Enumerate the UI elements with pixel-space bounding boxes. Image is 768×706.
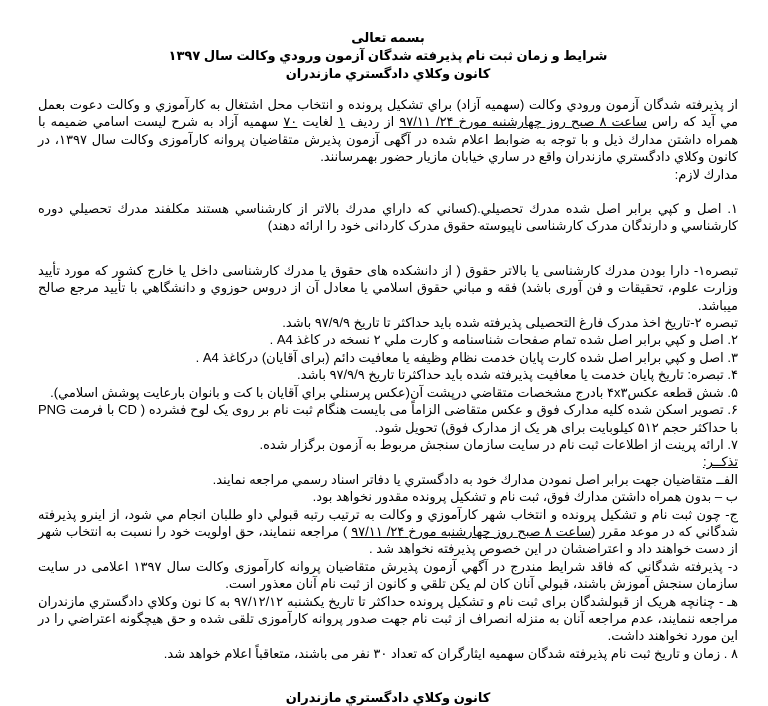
intro-row-to: ۷۰ [283, 114, 298, 130]
doc-item-3: ۳. اصل و كپي برابر اصل شده كارت پايان خدمت نظام وظيفه يا معافيت دائم (برای آقايان) دركاغذ A4 . [195, 349, 738, 365]
note-he: هـ - چنانچه هريک از قبولشدگان برای ثبت نام و تشكيل پرونده حداكثر تا تاريخ يكشنبه ۹۷/۱۲/۱۲ به كا نون وكلاي دادگستري مازندران مراجعه ننمايند، عدم مراجعه آنان به منزله انصراف از ثبت نام جهت صدور پروانه كارآموزی تلقی شده و حق هيچگونه اعتراضي را در اين مورد نخواهند داشت. [38, 593, 738, 644]
intro-text-2: از رديف [345, 114, 400, 130]
note-2: تبصره ۲-تاريخ اخذ مدرک فارغ التحصيلی پذيرفته شده بايد حداكثر تا تاريخ ۹۷/۹/۹ باشد. [282, 315, 738, 331]
doc-item-8: ۸ . زمان و تاريخ ثبت نام پذيرفته شدگان سهميه ايثارگران كه تعداد ۳۰ نفر می باشند، متعاقباً اعلام خواهد شد. [163, 645, 738, 661]
doc-item-6: ۶. تصوير اسكن شده كليه مدارک فوق و عکس متقاضی الزاماً می بايست هنگام ثبت نام بر روی يک لوح فشرده ( CD با فرمت PNG با حداكثر حجم ۵۱۲ كيلوبايت برای هر يک از مدارک فوق) تحويل شود. [38, 402, 738, 435]
intro-paragraph [38, 96, 738, 166]
doc-item-5: ۵. شش قطعه عكس۴x۳ بادرج مشخصات متقاضي درپشت آن(عكس پرسنلي براي آقايان با كت و بانوان بارعايت پوشش اسلامي). [50, 384, 738, 400]
doc-invocation: بسمه تعالی [351, 30, 425, 45]
intro-row-from: ۱ [338, 114, 346, 130]
doc-item-4: ۴. تبصره: تاريخ پايان خدمت يا معافيت پذيرفته شده بايد حداكثرتا تاريخ ۹۷/۹/۹ باشد. [297, 367, 738, 383]
note-dal: د- پذيرفته شدگاني كه فاقد شرايط مندرج در آگهي آزمون پذيرش متقاضيان پروانه كارآموزی وكالت سال ۱۳۹۷ اعلامی در سايت سازمان سنجش آموزش باشند، قبولي آنان كان لم يكن تلقي و كانون از ثبت نام آنان معذور است. [38, 558, 738, 592]
doc-title: شرايط و زمان ثبت نام پذيرفته شدگان آزمون ورودي وكالت سال ۱۳۹۷ [168, 48, 608, 63]
note-jim-text-2: ) مراجعه ننمايند، حق اولويت خود را نسبت به انتخاب شهر از دست خواهند داد و اعتراضشان در اين خصوص پذيرفته نخواهد شد . [38, 523, 738, 557]
doc-organization: كانون وكلاي دادگستري مازندران [285, 66, 491, 81]
notes-heading: تذكــر: [702, 454, 738, 470]
note-jim [38, 506, 738, 558]
note-alef: الفــ متقاضيان جهت برابر اصل نمودن مدارك خود به دادگستري يا دفاتر اسناد رسمي مراجعه نمايند. [212, 471, 738, 487]
intro-datetime: ساعت ۸ صبح روز چهارشنبه مورخ ۲۴/ ۹۷/۱۱ [399, 114, 647, 130]
doc-item-1: ۱. اصل و كپي برابر اصل شده مدرك تحصيلي.(كساني كه داراي مدرك بالاتر از كارشناسي هستند مكلفند مدرك تحصيلي دوره كارشناسي و دارندگان مدرک کارشناسی ناپیوسته حقوق مدرک کاردانی خود را ارائه دهند) [38, 201, 738, 234]
doc-item-7: ۷. ارائه پرينت از اطلاعات ثبت نام در سايت سازمان سنجش مربوط به آزمون برگزار شده. [259, 436, 738, 452]
required-docs-label: مدارك لازم: [674, 166, 738, 182]
note-be: ب – بدون همراه داشتن مدارك فوق، ثبت نام و تشكيل پرونده مقدور نخواهد بود. [312, 489, 738, 505]
intro-text-4: سهميه آزاد به شرح ليست اسامي ضميمه با همراه داشتن مدارك ذيل و با توجه به ضوابط اعلام شده در آگهی آزمون پذيرش متقاضيان پروانه كارآموزی وكالت سال ۱۳۹۷، در كانون وكلاي دادگستري مازندران واقع در ساري خيابان مازيار حضور بهمرسانند. [38, 114, 739, 165]
note-jim-text-1: ج- چون ثبت نام و تشكيل پرونده و انتخاب شهر كارآموزي و وكالت به ترتيب رتبه قبولي داو طلبان انجام مي شود، از اينرو پذيرفته شدگاني كه در موعد مقرر ( [38, 506, 738, 539]
note-jim-datetime: ساعت ۸ صبح روز چهارشنبه مورخ ۲۴/ ۹۷/۱۱ [351, 523, 592, 539]
intro-text-1: از پذيرفته شدگان آزمون ورودي وكالت (سهميه آزاد) براي تشكيل پرونده و انتخاب محل اشتغال به كارآموزي و وكالت دعوت بعمل مي آيد كه راس [38, 97, 738, 130]
note-1: تبصره۱- دارا بودن مدرك كارشناسی يا بالاتر حقوق ( از دانشکده های حقوق يا مدرك كارشناسی داخل يا خارج كشور كه مورد تأييد وزارت علوم، تحقيقات و فن آوری باشد) فقه و مباني حقوق اسلامي يا معادل آن از دروس حوزوي و دانشگاهي با تأييد مرجع صالح ميباشد. [38, 262, 738, 313]
doc-item-2: ۲. اصل و كپي برابر اصل شده تمام صفحات شناسنامه و كارت ملي ۲ نسخه در كاغذ A4 . [269, 332, 738, 348]
intro-text-3: لغايت [297, 114, 339, 130]
footer-organization: كانون وكلاي دادگستري مازندران [285, 690, 491, 706]
